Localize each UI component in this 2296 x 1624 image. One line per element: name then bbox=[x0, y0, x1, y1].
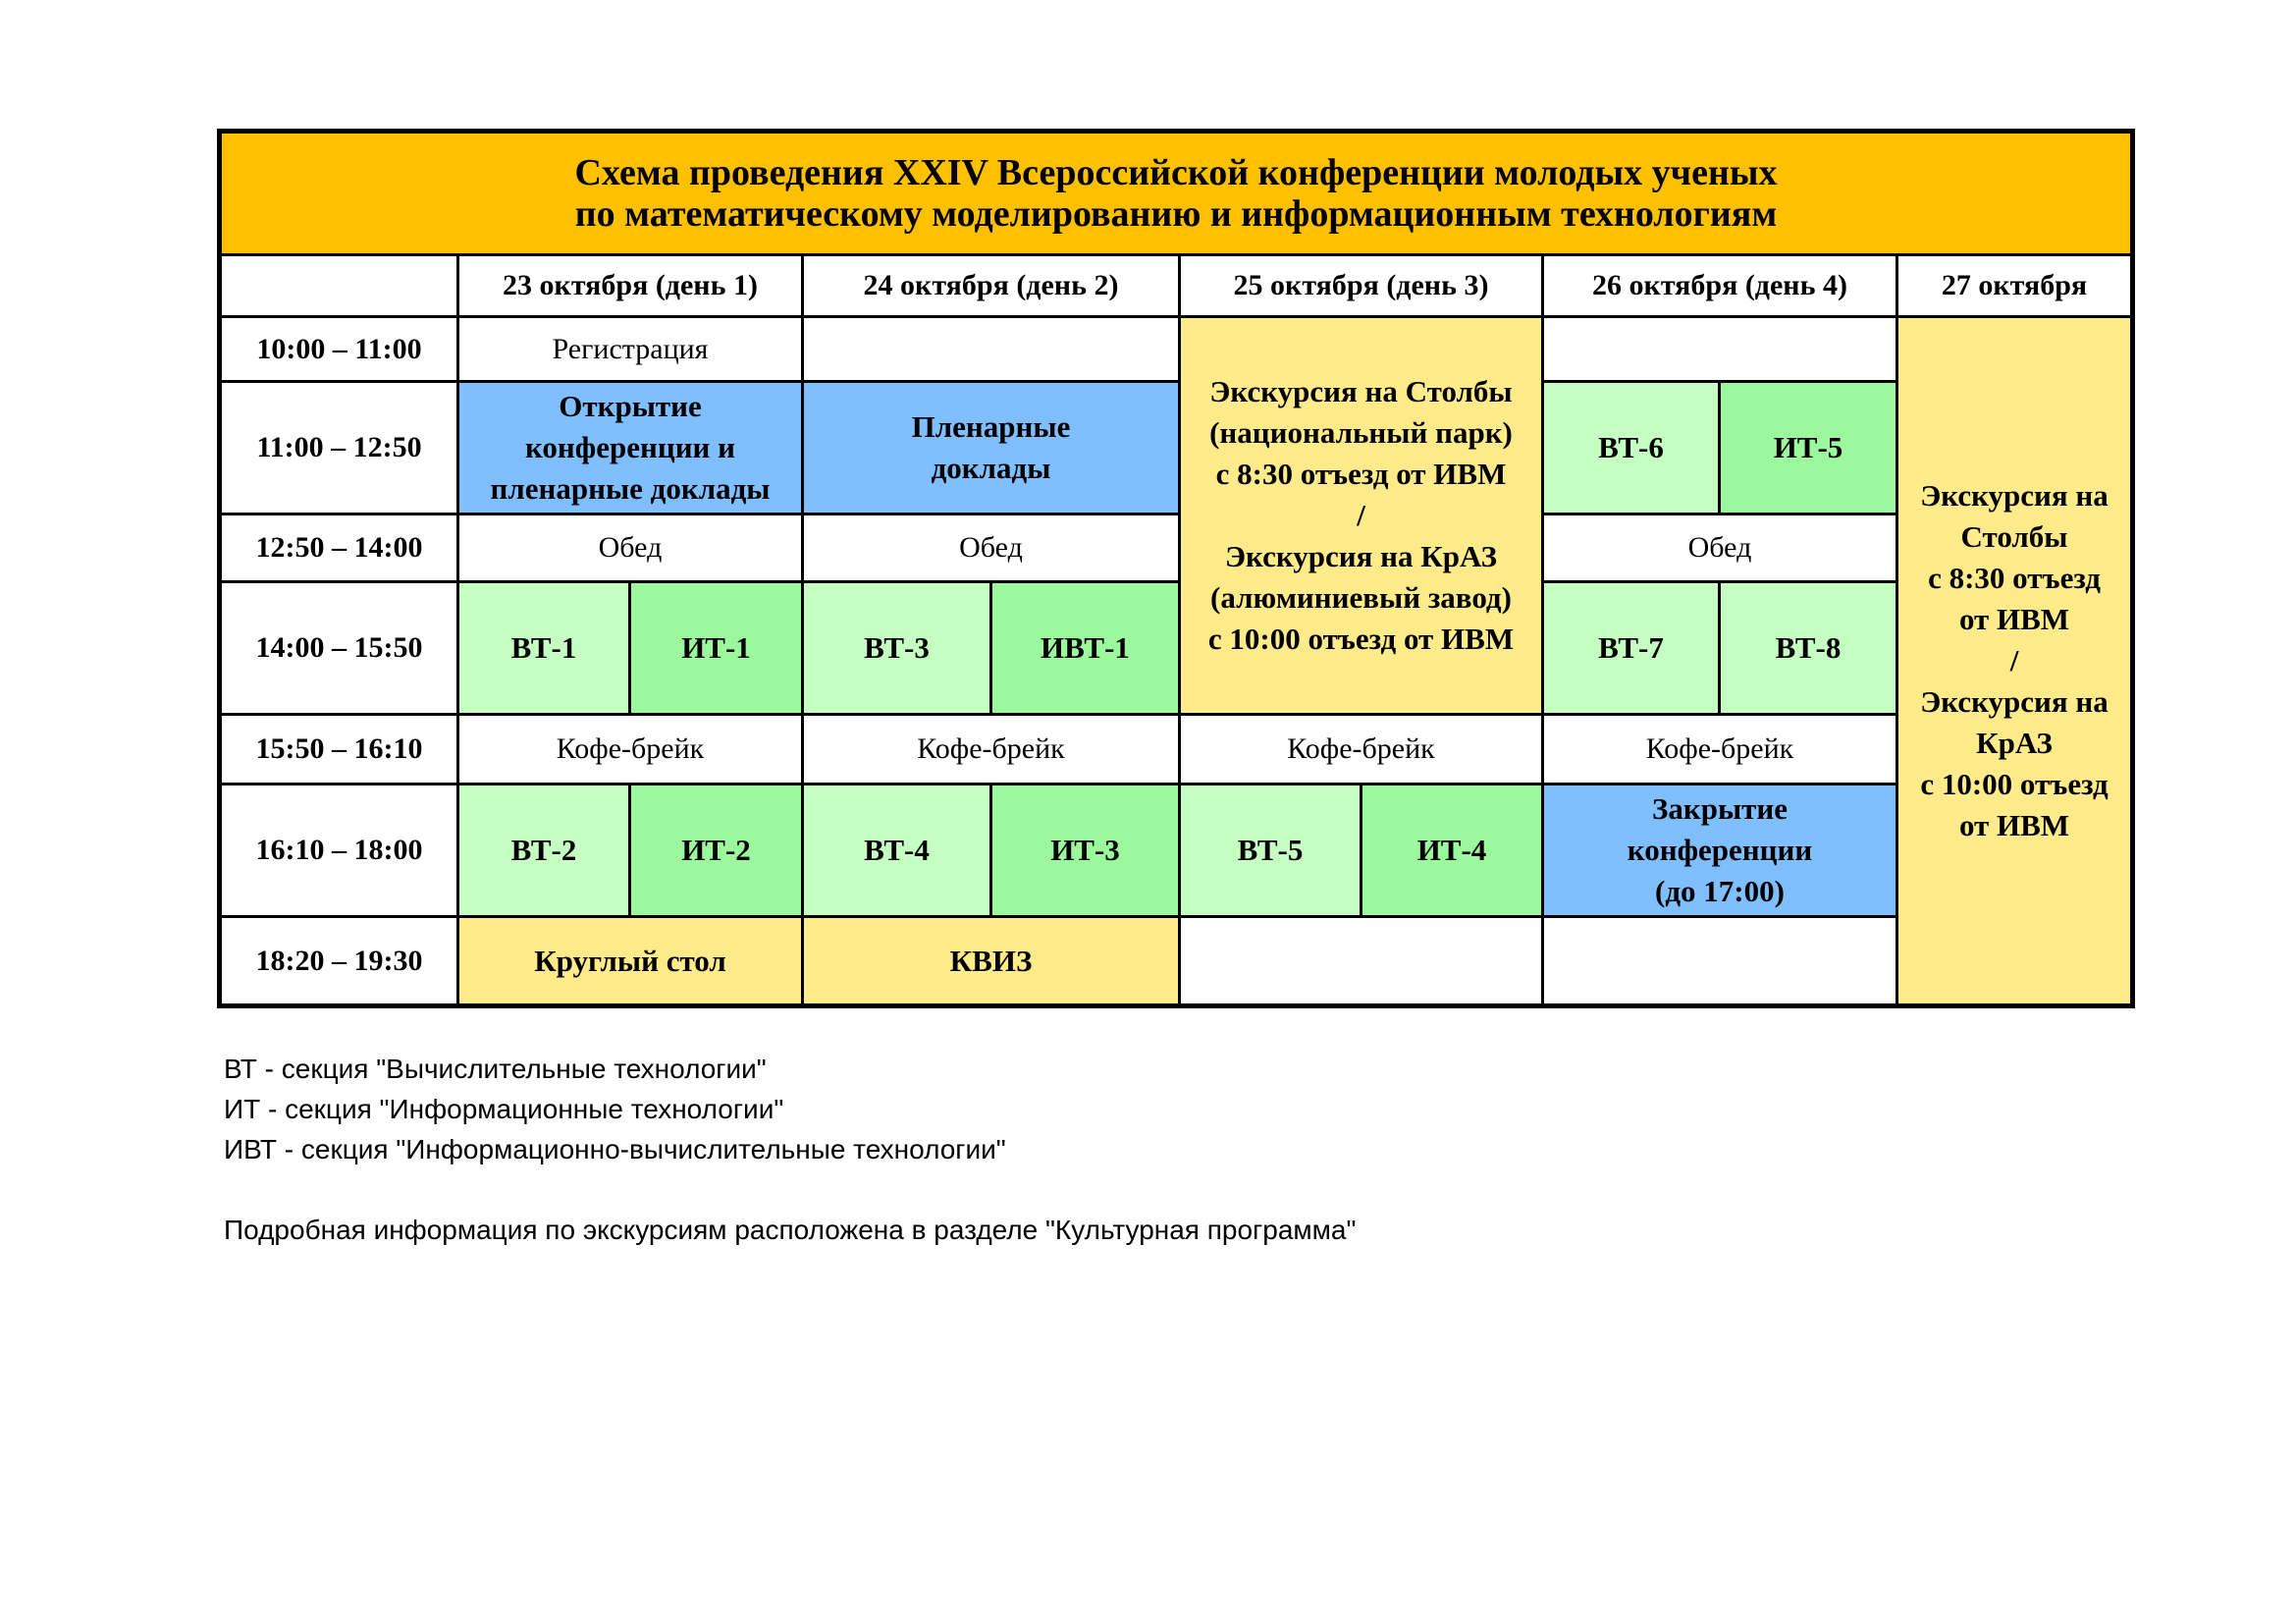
excursion-day5-line: с 10:00 отъезд bbox=[1920, 767, 2109, 801]
excursion-day5-line: от ИВМ bbox=[1958, 808, 2070, 842]
session-vt6: ВТ-6 bbox=[1543, 382, 1720, 514]
time-slot: 10:00 – 11:00 bbox=[220, 317, 458, 382]
session-vt8: ВТ-8 bbox=[1720, 582, 1897, 715]
time-slot: 14:00 – 15:50 bbox=[220, 582, 458, 715]
plenary-line: Пленарные bbox=[911, 409, 1071, 444]
excursion-note: Подробная информация по экскурсиям расположена в разделе "Культурная программа" bbox=[224, 1215, 1357, 1245]
session-vt4: ВТ-4 bbox=[803, 785, 991, 917]
time-slot: 12:50 – 14:00 bbox=[220, 514, 458, 582]
schedule-table bbox=[217, 129, 2135, 1008]
excursion-day5-line: с 8:30 отъезд bbox=[1928, 561, 2101, 595]
empty-cell bbox=[1543, 317, 1897, 382]
closing-cell bbox=[1543, 785, 1897, 917]
session-it5: ИТ-5 bbox=[1720, 382, 1897, 514]
title-line-1: Схема проведения XXIV Всероссийской конференции молодых ученых bbox=[574, 152, 1778, 193]
excursion-day5-line: КрАЗ bbox=[1976, 726, 2053, 760]
closing-line: (до 17:00) bbox=[1655, 874, 1785, 908]
time-slot: 18:20 – 19:30 bbox=[220, 917, 458, 1006]
title-line-2: по математическому моделированию и информационным технологиям bbox=[574, 193, 1778, 235]
coffee-break-cell: Кофе-брейк bbox=[803, 715, 1180, 785]
lunch-cell: Обед bbox=[803, 514, 1180, 582]
day-header-3: 25 октября (день 3) bbox=[1180, 255, 1543, 317]
session-vt3: ВТ-3 bbox=[803, 582, 991, 715]
excursion-day3-line: Экскурсия на Столбы bbox=[1209, 374, 1513, 408]
notes bbox=[224, 1049, 1356, 1250]
excursion-day5-cell bbox=[1897, 317, 2133, 1006]
time-slot: 16:10 – 18:00 bbox=[220, 785, 458, 917]
spacer bbox=[224, 1169, 1356, 1210]
session-vt2: ВТ-2 bbox=[458, 785, 630, 917]
session-ivt1: ИВТ-1 bbox=[991, 582, 1180, 715]
opening-line: Открытие bbox=[559, 389, 702, 423]
coffee-break-cell: Кофе-брейк bbox=[1543, 715, 1897, 785]
day-header-1: 23 октября (день 1) bbox=[458, 255, 803, 317]
excursion-day5-line: Экскурсия на bbox=[1920, 478, 2109, 513]
closing-line: конференции bbox=[1627, 833, 1813, 867]
excursion-day5-line: / bbox=[2009, 643, 2019, 677]
schedule-title bbox=[220, 132, 2133, 255]
round-table-cell: Круглый стол bbox=[458, 917, 803, 1006]
corner-cell bbox=[220, 255, 458, 317]
lunch-cell: Обед bbox=[458, 514, 803, 582]
session-it4: ИТ-4 bbox=[1362, 785, 1543, 917]
session-it3: ИТ-3 bbox=[991, 785, 1180, 917]
excursion-day5-line: от ИВМ bbox=[1958, 602, 2070, 636]
legend-item-it: ИТ - секция "Информационные технологии" bbox=[224, 1094, 784, 1124]
plenary-line: доклады bbox=[931, 451, 1051, 485]
plenary-cell bbox=[803, 382, 1180, 514]
empty-cell bbox=[1543, 917, 1897, 1006]
excursion-day3-line: с 10:00 отъезд от ИВМ bbox=[1207, 622, 1515, 656]
excursion-day3-line: Экскурсия на КрАЗ bbox=[1225, 539, 1497, 573]
session-it2: ИТ-2 bbox=[630, 785, 803, 917]
session-vt1: ВТ-1 bbox=[458, 582, 630, 715]
opening-cell bbox=[458, 382, 803, 514]
session-vt5: ВТ-5 bbox=[1180, 785, 1362, 917]
excursion-day5-line: Столбы bbox=[1960, 519, 2068, 554]
empty-cell bbox=[1180, 917, 1543, 1006]
time-slot: 15:50 – 16:10 bbox=[220, 715, 458, 785]
coffee-break-cell: Кофе-брейк bbox=[1180, 715, 1543, 785]
coffee-break-cell: Кофе-брейк bbox=[458, 715, 803, 785]
day-header-4: 26 октября (день 4) bbox=[1543, 255, 1897, 317]
closing-line: Закрытие bbox=[1651, 791, 1789, 826]
time-slot: 11:00 – 12:50 bbox=[220, 382, 458, 514]
day-header-2: 24 октября (день 2) bbox=[803, 255, 1180, 317]
excursion-day3-line: (алюминиевый завод) bbox=[1210, 580, 1512, 615]
quiz-cell: КВИЗ bbox=[803, 917, 1180, 1006]
session-it1: ИТ-1 bbox=[630, 582, 803, 715]
day-header-5: 27 октября bbox=[1897, 255, 2133, 317]
excursion-day3-cell bbox=[1180, 317, 1543, 715]
excursion-day3-line: (национальный парк) bbox=[1209, 415, 1513, 450]
session-vt7: ВТ-7 bbox=[1543, 582, 1720, 715]
excursion-day3-line: с 8:30 отъезд от ИВМ bbox=[1215, 457, 1507, 491]
registration-cell: Регистрация bbox=[458, 317, 803, 382]
lunch-cell: Обед bbox=[1543, 514, 1897, 582]
legend-item-vt: ВТ - секция "Вычислительные технологии" bbox=[224, 1054, 767, 1084]
opening-line: конференции и bbox=[524, 430, 736, 464]
opening-line: пленарные доклады bbox=[490, 471, 771, 506]
empty-cell bbox=[803, 317, 1180, 382]
excursion-day5-line: Экскурсия на bbox=[1920, 684, 2109, 719]
legend-item-ivt: ИВТ - секция "Информационно-вычислительные технологии" bbox=[224, 1134, 1006, 1164]
excursion-day3-line: / bbox=[1357, 498, 1365, 532]
